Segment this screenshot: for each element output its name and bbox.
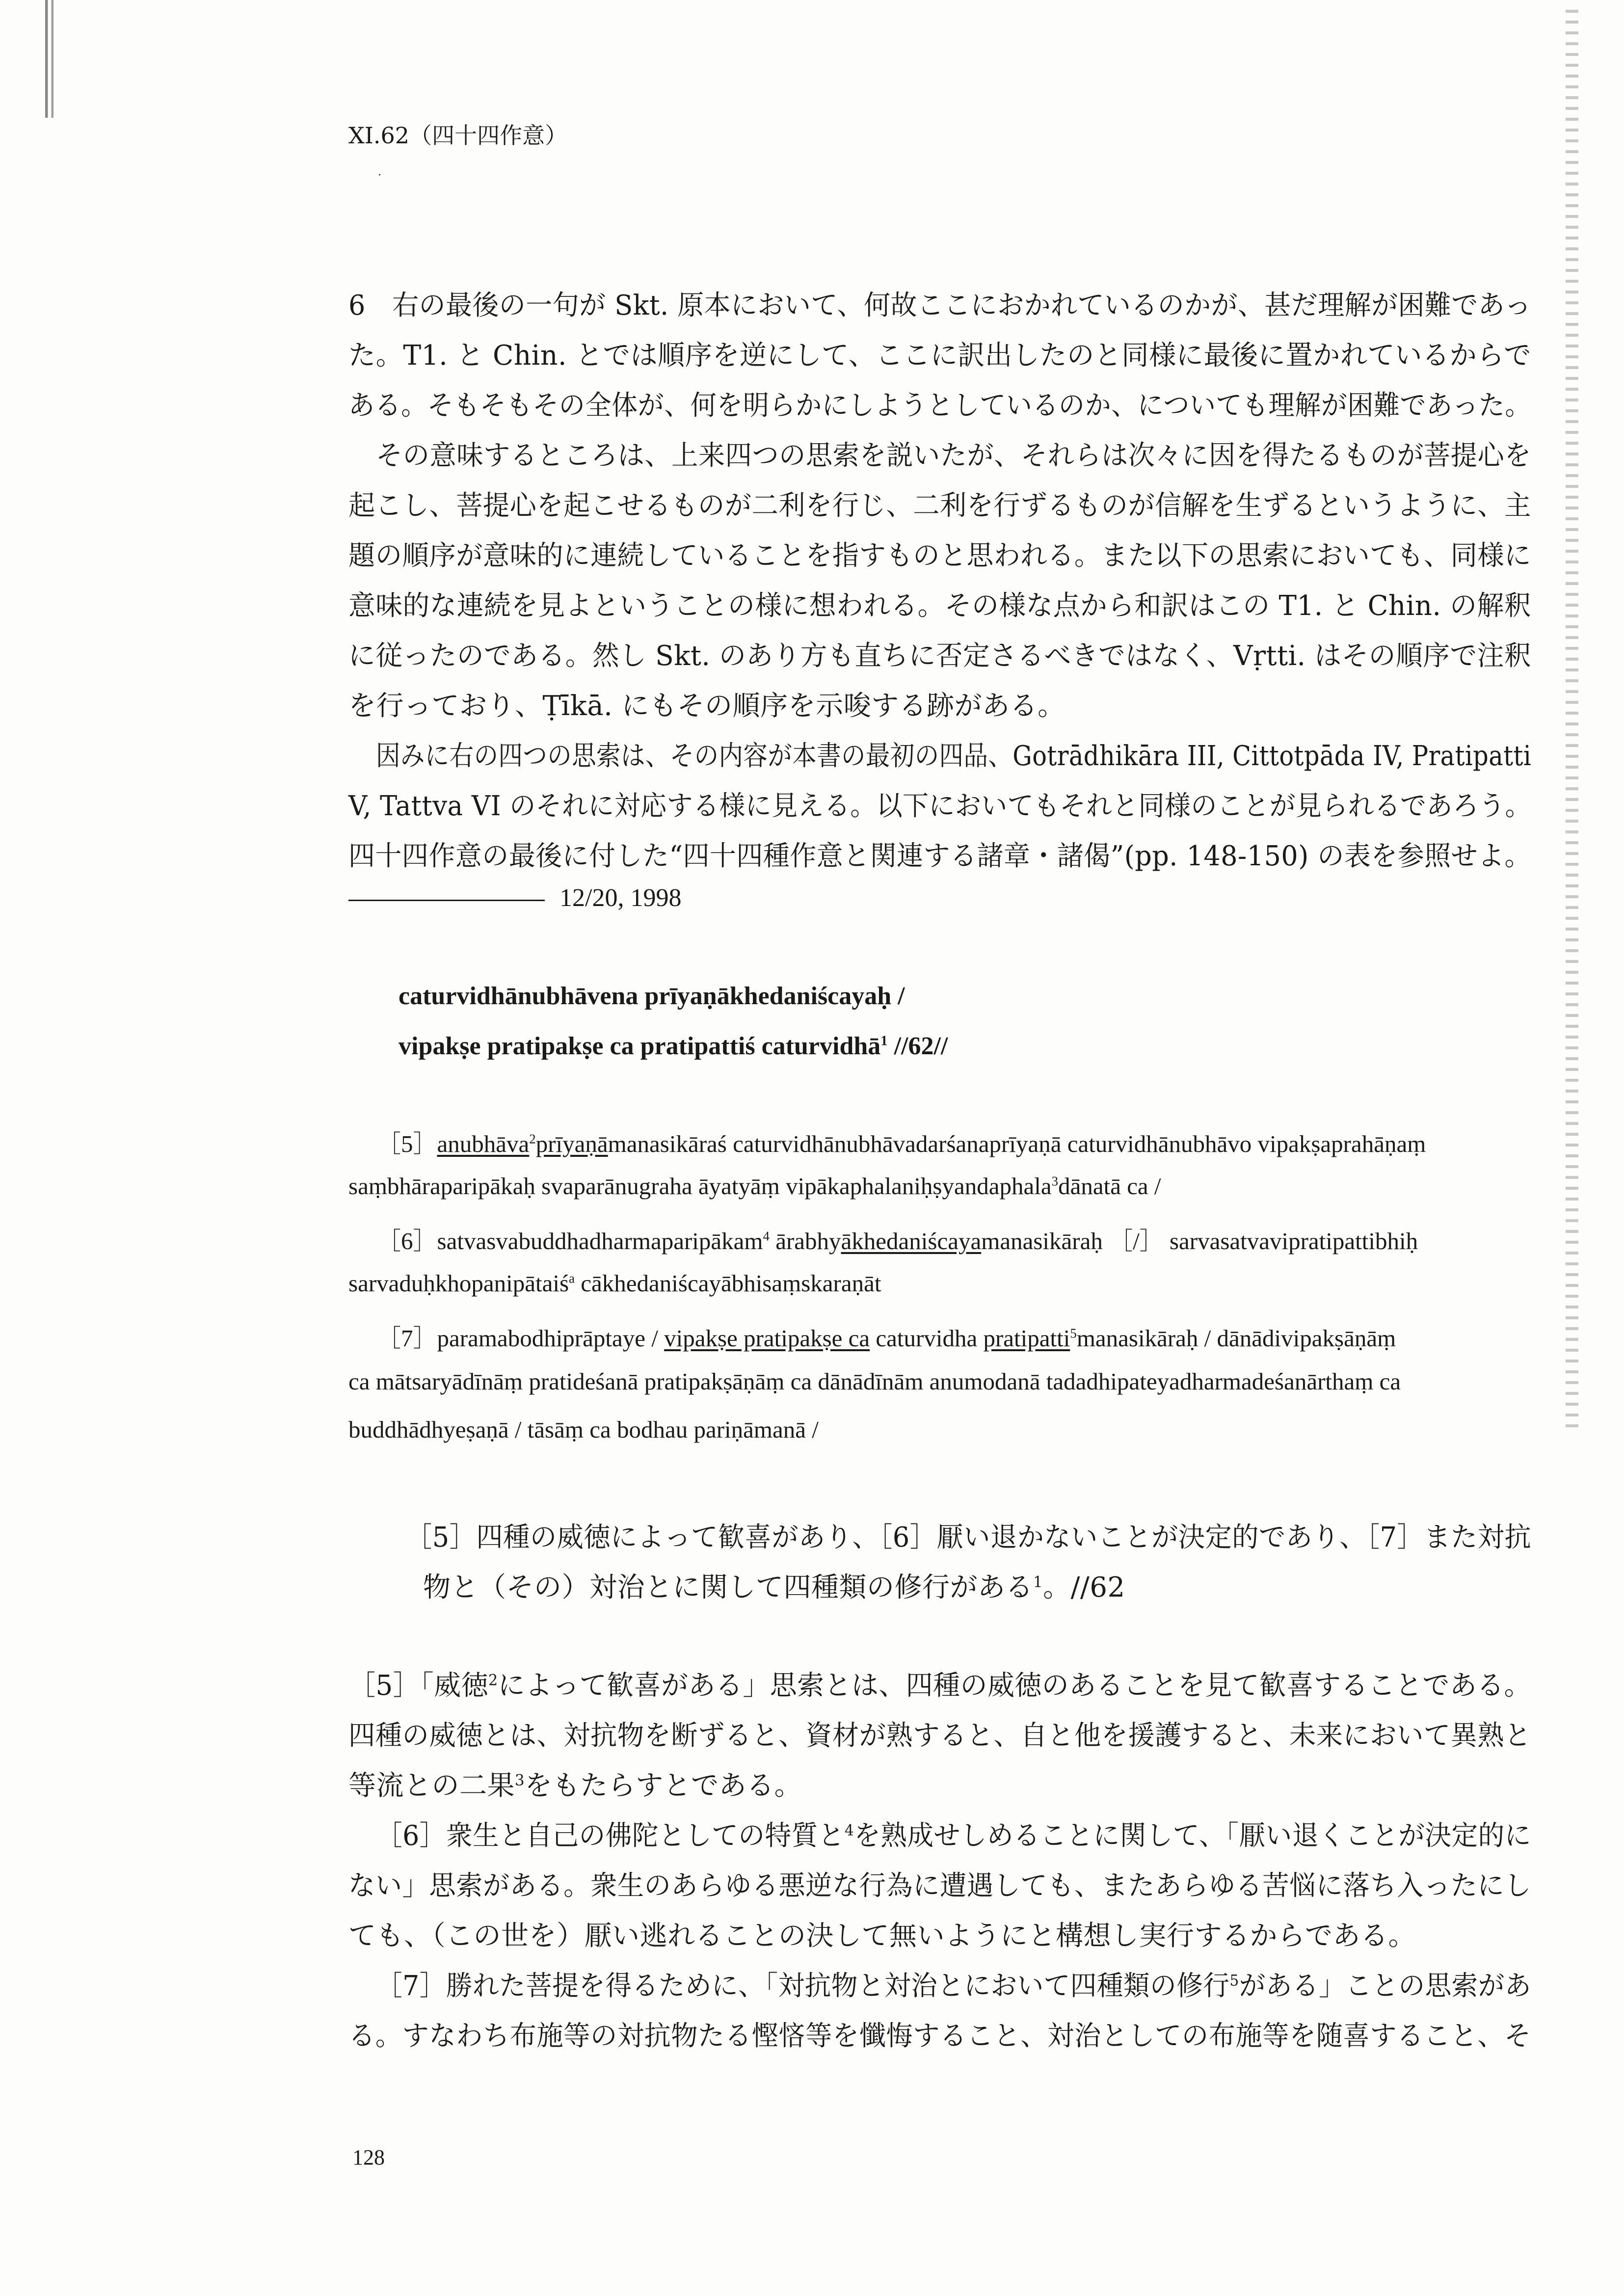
section-number: ［5］ xyxy=(377,1130,437,1157)
sanskrit-line xyxy=(348,1172,1161,1200)
page-number: 128 xyxy=(352,2145,385,2169)
note-line: に従ったのである。然し Skt. のあり方も直ちに否定さるべきではなく、Vṛtti. はその順序で注釈 xyxy=(348,640,1532,672)
commentary-line: ても、（この世を）厭い逃れることの決して無いようにと構想し実行するからである。 xyxy=(348,1920,1416,1952)
underlined-term: prīyaṇā xyxy=(535,1130,608,1157)
sanskrit-line xyxy=(377,1125,1426,1159)
note-date-line xyxy=(348,883,681,912)
sanskrit-text: manasikāraś caturvidhānubhāvadarśanaprīyaṇā caturvidhānubhāvo vipakṣaprahāṇaṃ xyxy=(608,1130,1426,1157)
verse-number: //62// xyxy=(887,1032,948,1060)
sanskrit-line: ca mātsaryādīnāṃ pratideśanā pratipakṣāṇāṃ ca dānādīnām anumodanā tadadhipateyadharmadeśanārthaṃ ca xyxy=(348,1368,1401,1395)
sanskrit-line xyxy=(348,1269,881,1297)
underlined-term: pratipatti xyxy=(983,1325,1070,1352)
note-line: 起こし、菩提心を起こせるものが二利を行じ、二利を行ずるものが信解を生ずるというように、主 xyxy=(348,490,1531,522)
sanskrit-text: dānatā ca / xyxy=(1058,1173,1161,1200)
commentary-text: 等流との二果 xyxy=(348,1770,515,1802)
sanskrit-line: buddhādhyeṣaṇā / tāsāṃ ca bodhau pariṇāmanā / xyxy=(348,1416,819,1443)
header-dot: · xyxy=(378,169,381,182)
sanskrit-line xyxy=(377,1222,1418,1256)
commentary-line xyxy=(348,1764,802,1803)
sanskrit-text: manasikāraḥ / dānādivipakṣāṇāṃ xyxy=(1076,1325,1396,1352)
commentary-line: る。すなわち布施等の対抗物たる慳悋等を懺悔すること、対治としての布施等を随喜すること、そ xyxy=(348,2020,1531,2052)
date-rule xyxy=(348,900,545,901)
translation-text: 。//62 xyxy=(1043,1572,1125,1603)
footnote-ref: a xyxy=(569,1271,575,1286)
sanskrit-text: saṃbhāraparipākaḥ svaparānugraha āyatyāṃ vipākaphalaniḥṣyandaphala xyxy=(348,1173,1052,1200)
underlined-term: vipakṣe pratipakṣe ca xyxy=(664,1325,870,1352)
sanskrit-text: satvasvabuddhadharmaparipākam xyxy=(437,1228,763,1255)
sanskrit-line xyxy=(377,1319,1396,1354)
scan-edge-mark-right xyxy=(1566,10,1578,1433)
commentary-line: ない」思索がある。衆生のあらゆる悪逆な行為に遭遇しても、またあらゆる苦悩に落ち入ったにし xyxy=(348,1870,1531,1902)
translation-line xyxy=(423,1566,1125,1605)
note-line: 6 右の最後の一句が Skt. 原本において、何故ここにおかれているのかが、甚だ理解が困難であっ xyxy=(348,290,1532,321)
note-line: 四十四作意の最後に付した“四十四種作意と関連する諸章・諸偈”(pp. 148-150) の表を参照せよ。 xyxy=(348,840,1531,872)
commentary-text: ［5］「威徳 xyxy=(348,1670,489,1702)
footnote-ref: 3 xyxy=(515,1771,525,1789)
underlined-term: ākhedaniścaya xyxy=(841,1228,982,1255)
verse-line-2-text: vipakṣe pratipakṣe ca pratipattiś caturvidhā xyxy=(399,1032,881,1060)
note-line: 意味的な連続を見よということの様に想われる。その様な点から和訳はこの T1. と Chin. の解釈 xyxy=(348,590,1531,622)
commentary-line xyxy=(376,1814,1531,1853)
scan-edge-mark-left xyxy=(45,0,59,118)
note-line: を行っており、Ṭīkā. にもその順序を示唆する跡がある。 xyxy=(348,690,1065,722)
commentary-line: 四種の威徳とは、対抗物を断ずると、資材が熟すると、自と他を援護すると、未来において異熟と xyxy=(348,1720,1531,1752)
commentary-text: ［6］衆生と自己の佛陀としての特質と xyxy=(376,1820,845,1852)
section-number: ［6］ xyxy=(377,1228,437,1255)
footnote-ref: 3 xyxy=(1051,1174,1059,1189)
footnote-ref: 1 xyxy=(1033,1573,1043,1591)
note-line: ある。そもそもその全体が、何を明らかにしようとしているのか、についても理解が困難であった。 xyxy=(348,390,1531,422)
translation-line: ［5］四種の威徳によって歓喜があり、［6］厭い退かないことが決定的であり、［7］また対抗 xyxy=(405,1522,1532,1553)
footnote-ref: 5 xyxy=(1229,1972,1239,1990)
commentary-text: を熟成せしめることに関して、「厭い退くことが決定的に xyxy=(854,1820,1531,1852)
commentary-text: ［7］勝れた菩提を得るために、「対抗物と対治とにおいて四種類の修行 xyxy=(376,1970,1230,2002)
sanskrit-text: sarvaduḥkhopanipātaiś xyxy=(348,1270,569,1297)
sanskrit-text: cākhedaniścayābhisaṃskaraṇāt xyxy=(575,1270,881,1297)
sanskrit-text: caturvidha xyxy=(870,1325,984,1352)
underlined-term: anubhāva xyxy=(437,1130,530,1157)
footnote-ref: 4 xyxy=(844,1821,854,1840)
section-number: ［7］ xyxy=(377,1325,437,1352)
commentary-line xyxy=(348,1664,1531,1703)
note-line: その意味するところは、上来四つの思索を説いたが、それらは次々に因を得たるものが菩提心を xyxy=(376,440,1531,472)
running-header: XI.62（四十四作意） xyxy=(348,122,568,149)
sanskrit-text: manasikāraḥ ［/］ sarvasatvavipratipattibhiḥ xyxy=(981,1228,1418,1255)
footnote-ref: 4 xyxy=(763,1228,770,1244)
note-date: 12/20, 1998 xyxy=(559,884,682,912)
commentary-text: がある」ことの思索があ xyxy=(1239,1970,1532,2002)
translation-text: 物と（その）対治とに関して四種類の修行がある xyxy=(423,1572,1033,1603)
verse-line-1: caturvidhānubhāvena prīyaṇākhedaniścayaḥ / xyxy=(399,982,905,1010)
commentary-text: をもたらすとである。 xyxy=(525,1770,802,1802)
commentary-line xyxy=(376,1964,1531,2003)
commentary-text: によって歓喜がある」思索とは、四種の威徳のあることを見て歓喜することである。 xyxy=(498,1670,1532,1702)
note-line: た。T1. と Chin. とでは順序を逆にして、ここに訳出したのと同様に最後に置かれているからで xyxy=(348,340,1531,372)
footnote-ref: 5 xyxy=(1070,1326,1077,1341)
footnote-ref: 2 xyxy=(529,1131,536,1147)
sanskrit-text: paramabodhiprāptaye / xyxy=(437,1325,665,1352)
note-line: V, Tattva VI のそれに対応する様に見える。以下においてもそれと同様のことが見られるであろう。 xyxy=(348,790,1532,822)
verse-line-2 xyxy=(399,1032,948,1061)
sanskrit-text: ārabhy xyxy=(769,1228,841,1255)
note-line: 因みに右の四つの思索は、その内容が本書の最初の四品、Gotrādhikāra III, Cittotpāda IV, Pratipatti xyxy=(376,740,1532,772)
footnote-ref: 2 xyxy=(488,1671,498,1689)
footnote-ref: 1 xyxy=(880,1033,888,1049)
note-line: 題の順序が意味的に連続していることを指すものと思われる。また以下の思索においても、同様に xyxy=(348,540,1531,572)
